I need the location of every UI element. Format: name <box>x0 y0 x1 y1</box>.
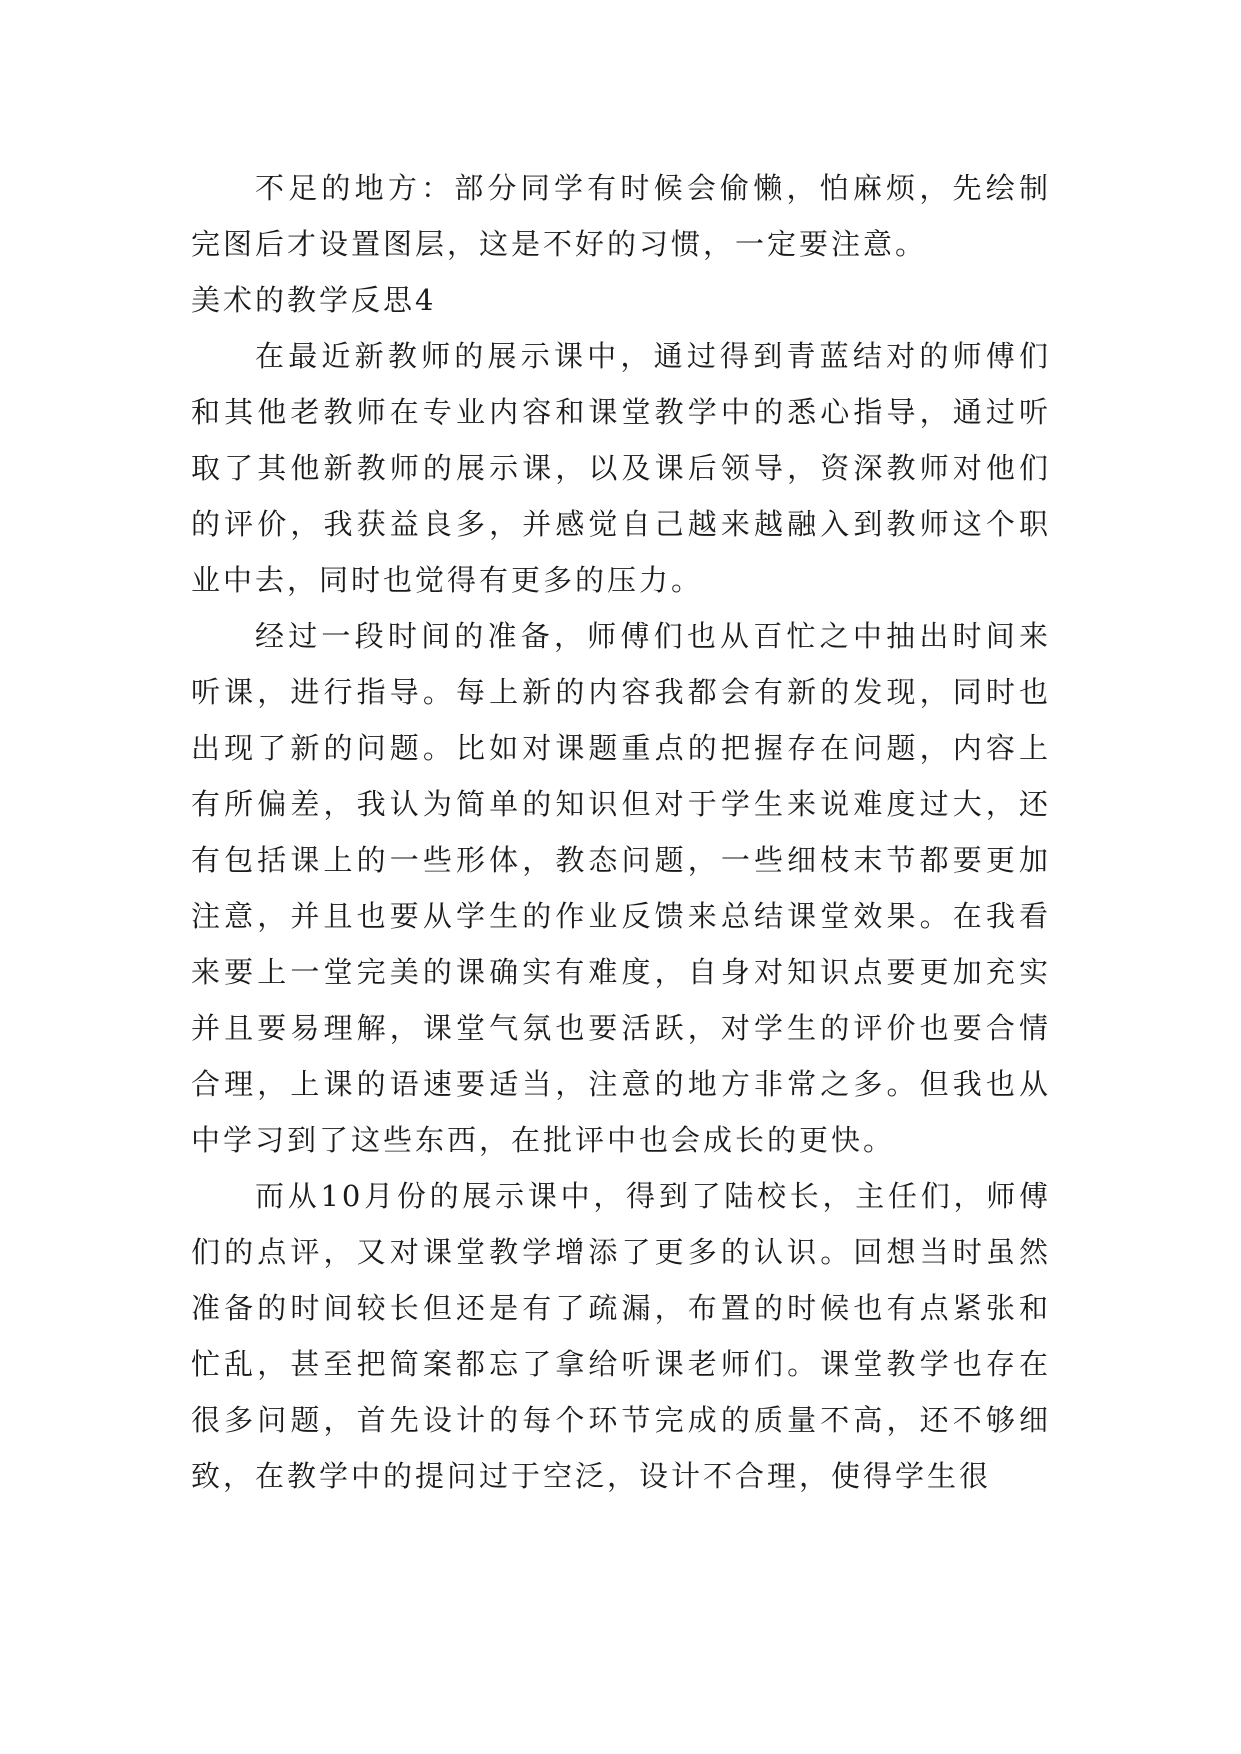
section-heading: 美术的教学反思4 <box>191 283 437 317</box>
document-body <box>191 160 1051 1504</box>
paragraph-intro: 在最近新教师的展示课中，通过得到青蓝结对的师傅们和其他老教师在专业内容和课堂教学中的悉心指导，通过听取了其他新教师的展示课，以及课后领导，资深教师对他们的评价，我获益良多，并感觉自己越来越融入到教师这个职业中去，同时也觉得有更多的压力。 <box>191 339 1051 597</box>
paragraph-october-review: 而从10月份的展示课中，得到了陆校长，主任们，师傅们的点评，又对课堂教学增添了更多的认识。回想当时虽然准备的时间较长但还是有了疏漏，布置的时候也有点紧张和忙乱，甚至把简案都忘了拿给听课老师们。课堂教学也存在很多问题，首先设计的每个环节完成的质量不高，还不够细致，在教学中的提问过于空泛，设计不合理，使得学生很 <box>191 1179 1051 1493</box>
paragraph-preparation: 经过一段时间的准备，师傅们也从百忙之中抽出时间来听课，进行指导。每上新的内容我都会有新的发现，同时也出现了新的问题。比如对课题重点的把握存在问题，内容上有所偏差，我认为简单的知识但对于学生来说难度过大，还有包括课上的一些形体，教态问题，一些细枝末节都要更加注意，并且也要从学生的作业反馈来总结课堂效果。在我看来要上一堂完美的课确实有难度，自身对知识点要更加充实并且要易理解，课堂气氛也要活跃，对学生的评价也要合情合理，上课的语速要适当，注意的地方非常之多。但我也从中学习到了这些东西，在批评中也会成长的更快。 <box>191 619 1051 1157</box>
paragraph-shortcomings: 不足的地方：部分同学有时候会偷懒，怕麻烦，先绘制完图后才设置图层，这是不好的习惯，一定要注意。 <box>191 171 1051 261</box>
